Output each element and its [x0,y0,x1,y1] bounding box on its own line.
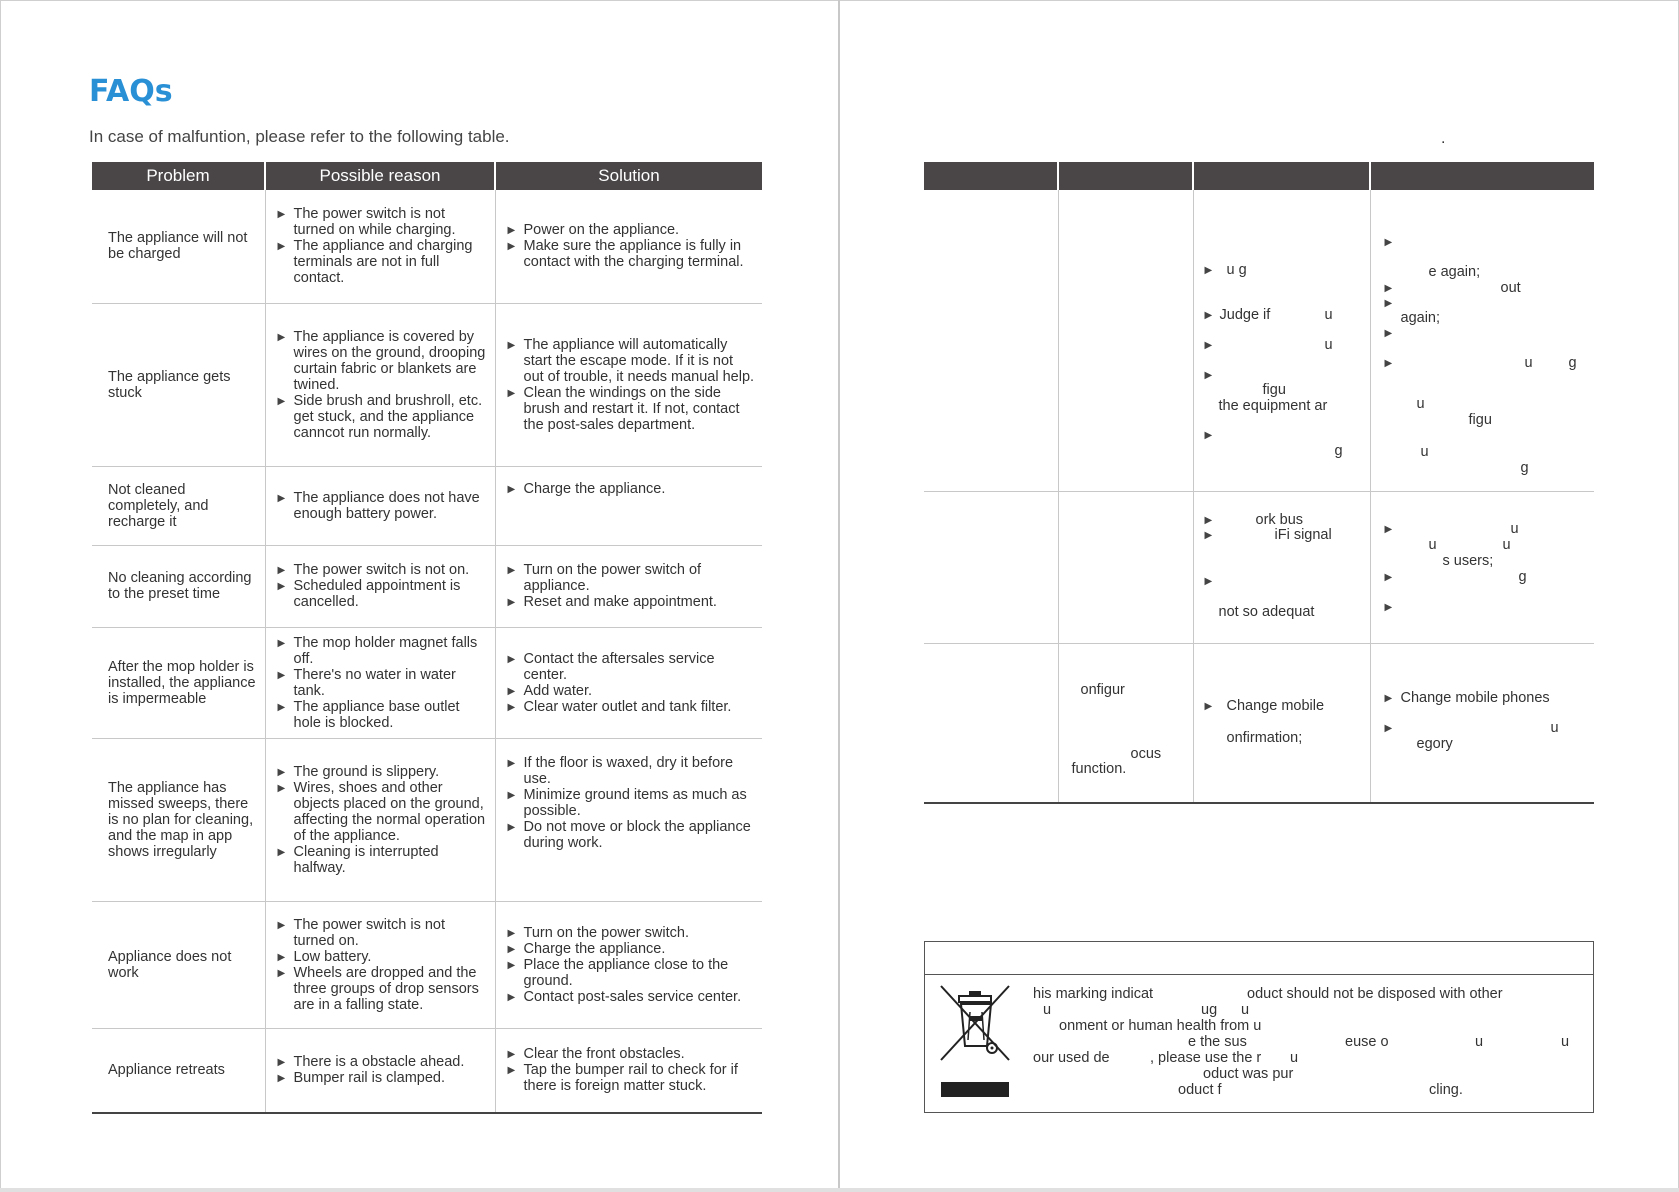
notice-text: his marking indicat [1033,986,1154,1002]
header-possible-reason: Possible reason [265,162,495,190]
text-fragment: u [1524,355,1533,371]
text-fragment: e again; [1428,264,1481,280]
reason-cell [265,545,495,627]
reason-item: ▶ The appliance base outlet hole is blocked. [278,699,489,731]
reason-cell [265,627,495,738]
solution-item: ▶ Contact the aftersales service center. [508,651,757,683]
reason-cell [265,466,495,545]
bullet-arrow: ▶ [1384,358,1393,369]
text-fragment: onfirmation; [1226,729,1303,746]
text-fragment: g [1520,460,1529,476]
problem-cell: The appliance will not be charged [92,190,265,303]
solution-cell [495,303,762,466]
reason-item: ▶ The appliance is covered by wires on the ground, drooping curtain fabric or blankets are twined. [278,329,489,393]
solution-item: ▶ Clear the front obstacles. [508,1046,757,1062]
reason-cell [265,901,495,1028]
notice-text: e the sus [1188,1034,1247,1050]
table-row [92,466,762,545]
solution-item: ▶ Power on the appliance. [508,222,757,238]
bullet-arrow: ▶ [1204,340,1213,351]
table-row [92,190,762,303]
text-fragment: g [1334,443,1343,459]
notice-text: u [1475,1034,1484,1050]
notice-text: oduct was pur [1203,1066,1294,1082]
faq-table [92,162,762,1114]
right-header-3 [1193,162,1370,190]
table-row [924,491,1594,643]
page-spine [838,0,840,1192]
bullet-arrow: ▶ [1204,514,1213,526]
text-fragment: iFi signal [1274,526,1332,543]
solution-item: ▶ The appliance will automatically start the escape mode. If it is not out of trouble, it needs manual help. [508,337,757,385]
text-fragment: s users; [1442,552,1494,569]
right-cell [924,491,1058,643]
weee-notice-box [924,941,1594,1113]
bullet-arrow: ▶ [1384,722,1393,734]
text-fragment: Change mobile [1226,697,1325,714]
solution-cell [495,466,762,545]
text-fragment: u [1324,337,1333,353]
right-table [924,162,1594,804]
table-row [92,901,762,1028]
bottom-strip [0,1188,1679,1192]
notice-text: u [1241,1002,1250,1018]
header-solution: Solution [495,162,762,190]
solution-item: ▶ Turn on the power switch. [508,925,757,941]
table-row [92,1028,762,1113]
right-header-2 [1058,162,1193,190]
solution-cell [495,1028,762,1113]
text-fragment: function. [1071,760,1127,777]
reason-item: ▶ Bumper rail is clamped. [278,1070,489,1086]
notice-text: u [1043,1002,1052,1018]
right-cell [1193,190,1370,491]
notice-text: euse o [1345,1034,1389,1050]
bullet-arrow: ▶ [1384,298,1393,309]
bullet-arrow: ▶ [1384,328,1393,339]
bin-underline-bar [941,1082,1009,1097]
solution-item: ▶ Clean the windings on the side brush and restart it. If not, contact the post-sales department. [508,385,757,433]
notice-text: ug [1201,1002,1218,1018]
stray-dot: . [1441,130,1446,147]
reason-item: ▶ There's no water in water tank. [278,667,489,699]
solution-item: ▶ Do not move or block the appliance during work. [508,819,757,851]
text-fragment: again; [1400,310,1441,326]
text-fragment: u g [1226,262,1247,278]
crossed-bin-icon [937,982,1013,1064]
problem-cell: The appliance gets stuck [92,303,265,466]
right-cell [924,643,1058,803]
solution-item: ▶ Charge the appliance. [508,941,757,957]
table-row [924,190,1594,491]
problem-cell: The appliance has missed sweeps, there is no plan for cleaning, and the map in app shows irregularly [92,738,265,901]
text-fragment: onfigur [1080,681,1125,698]
page-subtitle: In case of malfuntion, please refer to the following table. [89,127,510,146]
bullet-arrow: ▶ [1204,310,1213,321]
reason-cell [265,303,495,466]
text-fragment: u [1510,520,1519,537]
solution-cell [495,901,762,1028]
reason-item: ▶ The appliance does not have enough battery power. [278,490,489,522]
solution-item: ▶ Turn on the power switch of appliance. [508,562,757,594]
reason-item: ▶ Wheels are dropped and the three groups of drop sensors are in a falling state. [278,965,489,1013]
solution-item: ▶ Minimize ground items as much as possible. [508,787,757,819]
reason-item: ▶ Low battery. [278,949,489,965]
problem-cell: Appliance retreats [92,1028,265,1113]
text-fragment: Change mobile phones [1400,689,1550,706]
right-cell [1370,491,1594,643]
problem-cell: Not cleaned completely, and recharge it [92,466,265,545]
solution-item: ▶ Add water. [508,683,757,699]
problem-cell: No cleaning according to the preset time [92,545,265,627]
right-header-4 [1370,162,1594,190]
reason-cell [265,738,495,901]
bullet-arrow: ▶ [1384,237,1393,248]
solution-item: ▶ Tap the bumper rail to check for if there is foreign matter stuck. [508,1062,757,1094]
table-row [92,545,762,627]
notice-text: cling. [1429,1082,1463,1098]
notice-text: u [1290,1050,1299,1066]
notice-text: our used de [1033,1050,1110,1066]
bullet-arrow: ▶ [1204,700,1213,712]
right-cell [1193,643,1370,803]
text-fragment: u [1324,307,1333,323]
bullet-arrow: ▶ [1204,430,1213,441]
reason-item: ▶ The appliance and charging terminals are not in full contact. [278,238,489,286]
bullet-arrow: ▶ [1384,571,1393,583]
solution-cell [495,190,762,303]
text-fragment: u [1550,719,1559,736]
reason-cell [265,1028,495,1113]
text-fragment: out [1500,280,1521,296]
notice-text: oduct f [1178,1082,1222,1098]
bullet-arrow: ▶ [1204,575,1213,587]
bullet-arrow: ▶ [1384,692,1393,704]
bullet-arrow: ▶ [1384,283,1393,294]
notice-text: onment or human health from u [1059,1018,1262,1034]
reason-cell [265,190,495,303]
solution-cell [495,738,762,901]
solution-item: ▶ If the floor is waxed, dry it before use. [508,755,757,787]
bullet-arrow: ▶ [1384,601,1393,613]
text-fragment: g [1568,355,1577,371]
right-cell [1058,643,1193,803]
text-fragment: figu [1468,412,1492,428]
solution-item: ▶ Clear water outlet and tank filter. [508,699,757,715]
text-fragment: Judge if [1219,307,1271,323]
solution-cell [495,627,762,738]
header-problem: Problem [92,162,265,190]
text-fragment: u [1416,396,1425,412]
right-cell [1193,491,1370,643]
table-row [924,643,1594,803]
text-fragment: egory [1416,735,1453,752]
solution-item: ▶ Make sure the appliance is fully in contact with the charging terminal. [508,238,757,270]
text-fragment: figu [1262,382,1286,398]
problem-cell: After the mop holder is installed, the appliance is impermeable [92,627,265,738]
page-title: FAQs [89,74,173,109]
table-row [92,627,762,738]
text-fragment: u [1420,444,1429,460]
text-fragment: ocus [1130,745,1162,762]
right-header-1 [924,162,1058,190]
right-cell [1058,190,1193,491]
reason-item: ▶ The mop holder magnet falls off. [278,635,489,667]
text-fragment: u [1502,536,1511,553]
solution-cell [495,545,762,627]
solution-item: ▶ Contact post-sales service center. [508,989,757,1005]
reason-item: ▶ Scheduled appointment is cancelled. [278,578,489,610]
notice-text: , please use the r [1150,1050,1262,1066]
right-cell [1370,190,1594,491]
right-cell [1370,643,1594,803]
notice-text: u [1561,1034,1570,1050]
reason-item: ▶ The power switch is not turned on. [278,917,489,949]
reason-item: ▶ Cleaning is interrupted halfway. [278,844,489,876]
weee-notice-header [925,942,1593,975]
reason-item: ▶ The power switch is not turned on while charging. [278,206,489,238]
text-fragment: the equipment ar [1218,398,1328,414]
reason-item: ▶ Wires, shoes and other objects placed on the ground, affecting the normal operation of the appliance. [278,780,489,844]
text-fragment: u [1428,536,1437,553]
text-fragment: not so adequat [1218,603,1315,620]
reason-item: ▶ Side brush and brushroll, etc. get stuck, and the appliance canncot run normally. [278,393,489,441]
right-cell [1058,491,1193,643]
reason-item: ▶ There is a obstacle ahead. [278,1054,489,1070]
table-row [92,303,762,466]
right-cell [924,190,1058,491]
text-fragment: g [1518,568,1527,585]
bullet-arrow: ▶ [1204,370,1213,381]
bullet-arrow: ▶ [1204,265,1213,276]
table-row [92,738,762,901]
text-fragment: ork bus [1255,511,1304,528]
solution-item: ▶ Place the appliance close to the ground. [508,957,757,989]
notice-text: oduct should not be disposed with other [1247,986,1503,1002]
bullet-arrow: ▶ [1204,529,1213,541]
bullet-arrow: ▶ [1384,523,1393,535]
problem-cell: Appliance does not work [92,901,265,1028]
reason-item: ▶ The ground is slippery. [278,764,489,780]
solution-item: ▶ Reset and make appointment. [508,594,757,610]
reason-item: ▶ The power switch is not on. [278,562,489,578]
solution-item: ▶ Charge the appliance. [508,481,757,497]
